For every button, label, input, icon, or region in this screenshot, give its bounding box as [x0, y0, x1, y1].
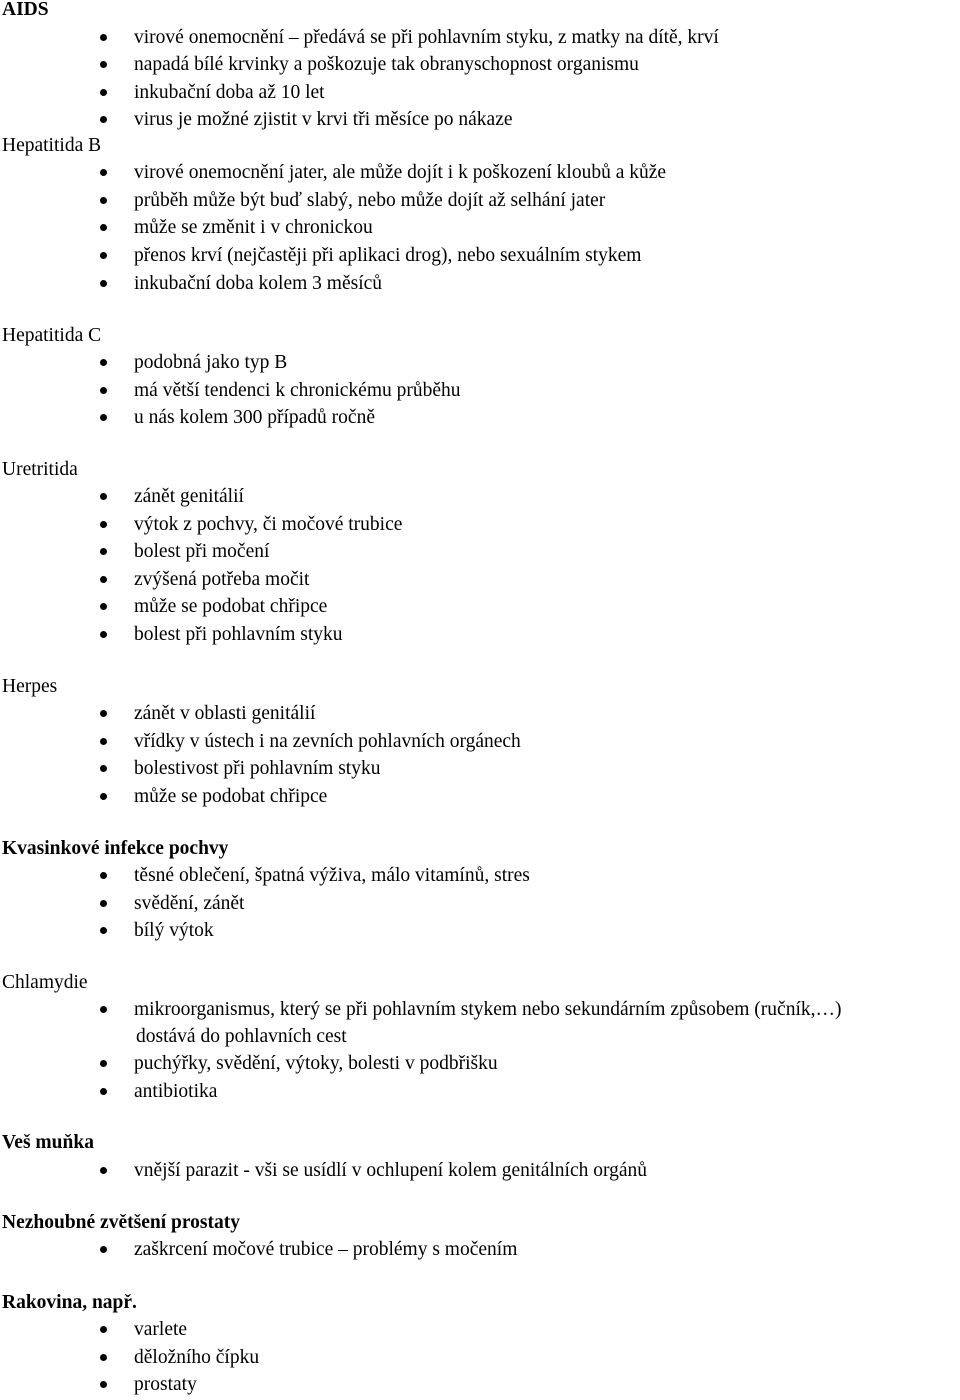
section-heading-aids: AIDS [2, 0, 49, 20]
list-item-text: bolest při močení [134, 541, 270, 562]
bullet-icon [100, 1167, 107, 1174]
bullet-icon [100, 1060, 107, 1067]
bullet-icon [100, 197, 107, 204]
list-item-text: virus je možné zjistit v krvi tři měsíce po nákaze [134, 109, 513, 130]
list-item-text: puchýřky, svědění, výtoky, bolesti v podbřišku [134, 1053, 498, 1074]
list-item-text: zánět genitálií [134, 486, 244, 507]
list-item-text: zvýšená potřeba močit [134, 569, 310, 590]
section-heading-nezhoubne-zvetseni: Nezhoubné zvětšení prostaty [2, 1212, 240, 1233]
list-item-text: může se podobat chřipce [134, 786, 328, 807]
section-heading-hepatitida-b: Hepatitida B [2, 135, 102, 156]
bullet-icon [100, 493, 107, 500]
bullet-icon [100, 576, 107, 583]
list-item-text: prostaty [134, 1374, 197, 1395]
section-heading-herpes: Herpes [2, 676, 58, 697]
list-item-text: inkubační doba kolem 3 měsíců [134, 273, 383, 294]
list-item-continuation: dostává do pohlavních cest [136, 1026, 347, 1047]
list-item-text: vnější parazit - vši se usídlí v ochlupení kolem genitálních orgánů [134, 1160, 648, 1181]
list-item-text: napadá bílé krvinky a poškozuje tak obranyschopnost organismu [134, 54, 639, 75]
bullet-icon [100, 765, 107, 772]
section-heading-chlamydie: Chlamydie [2, 972, 88, 993]
list-item-text: bolestivost při pohlavním styku [134, 758, 381, 779]
bullet-icon [100, 116, 107, 123]
section-heading-uretritida: Uretritida [2, 459, 78, 480]
list-item-text: inkubační doba až 10 let [134, 82, 325, 103]
bullet-icon [100, 631, 107, 638]
bullet-icon [100, 359, 107, 366]
bullet-icon [100, 738, 107, 745]
section-heading-hepatitida-c: Hepatitida C [2, 325, 102, 346]
bullet-icon [100, 548, 107, 555]
bullet-icon [100, 1006, 107, 1013]
list-item-text: bolest při pohlavním styku [134, 624, 343, 645]
list-item-text: bílý výtok [134, 920, 214, 941]
list-item-text: přenos krví (nejčastěji při aplikaci drog), nebo sexuálním stykem [134, 245, 642, 266]
list-item-text: podobná jako typ B [134, 352, 288, 373]
bullet-icon [100, 900, 107, 907]
bullet-icon [100, 1246, 107, 1253]
list-item-text: má větší tendenci k chronickému průběhu [134, 380, 461, 401]
list-item-text: těsné oblečení, špatná výživa, málo vitamínů, stres [134, 865, 530, 886]
list-item-text: výtok z pochvy, či močové trubice [134, 514, 403, 535]
list-item-text: zánět v oblasti genitálií [134, 703, 316, 724]
bullet-icon [100, 61, 107, 68]
list-item-text: virové onemocnění – předává se při pohlavním styku, z matky na dítě, krví [134, 27, 719, 48]
list-item-text: může se změnit i v chronickou [134, 217, 373, 238]
bullet-icon [100, 34, 107, 41]
list-item-text: u nás kolem 300 případů ročně [134, 407, 375, 428]
bullet-icon [100, 252, 107, 259]
bullet-icon [100, 280, 107, 287]
list-item-text: vřídky v ústech i na zevních pohlavních orgánech [134, 731, 521, 752]
list-item-text: svědění, zánět [134, 893, 245, 914]
list-item-text: mikroorganismus, který se při pohlavním stykem nebo sekundárním způsobem (ručník,…) [134, 999, 842, 1020]
bullet-icon [100, 793, 107, 800]
bullet-icon [100, 414, 107, 421]
list-item-text: varlete [134, 1319, 188, 1340]
bullet-icon [100, 710, 107, 717]
bullet-icon [100, 1381, 107, 1388]
bullet-icon [100, 603, 107, 610]
bullet-icon [100, 89, 107, 96]
list-item-text: může se podobat chřipce [134, 596, 328, 617]
bullet-icon [100, 1354, 107, 1361]
list-item-text: děložního čípku [134, 1347, 260, 1368]
section-heading-kvasinkove-infekce: Kvasinkové infekce pochvy [2, 838, 229, 859]
bullet-icon [100, 872, 107, 879]
bullet-icon [100, 1088, 107, 1095]
list-item-text: zaškrcení močové trubice – problémy s močením [134, 1239, 518, 1260]
bullet-icon [100, 224, 107, 231]
section-heading-rakovina: Rakovina, např. [2, 1292, 137, 1313]
bullet-icon [100, 387, 107, 394]
list-item-text: antibiotika [134, 1081, 218, 1102]
bullet-icon [100, 169, 107, 176]
list-item-text: virové onemocnění jater, ale může dojít i k poškození kloubů a kůže [134, 162, 667, 183]
bullet-icon [100, 521, 107, 528]
list-item-text: průběh může být buď slabý, nebo může dojít až selhání jater [134, 190, 606, 211]
section-heading-ves-munka: Veš muňka [2, 1132, 94, 1153]
bullet-icon [100, 927, 107, 934]
bullet-icon [100, 1326, 107, 1333]
